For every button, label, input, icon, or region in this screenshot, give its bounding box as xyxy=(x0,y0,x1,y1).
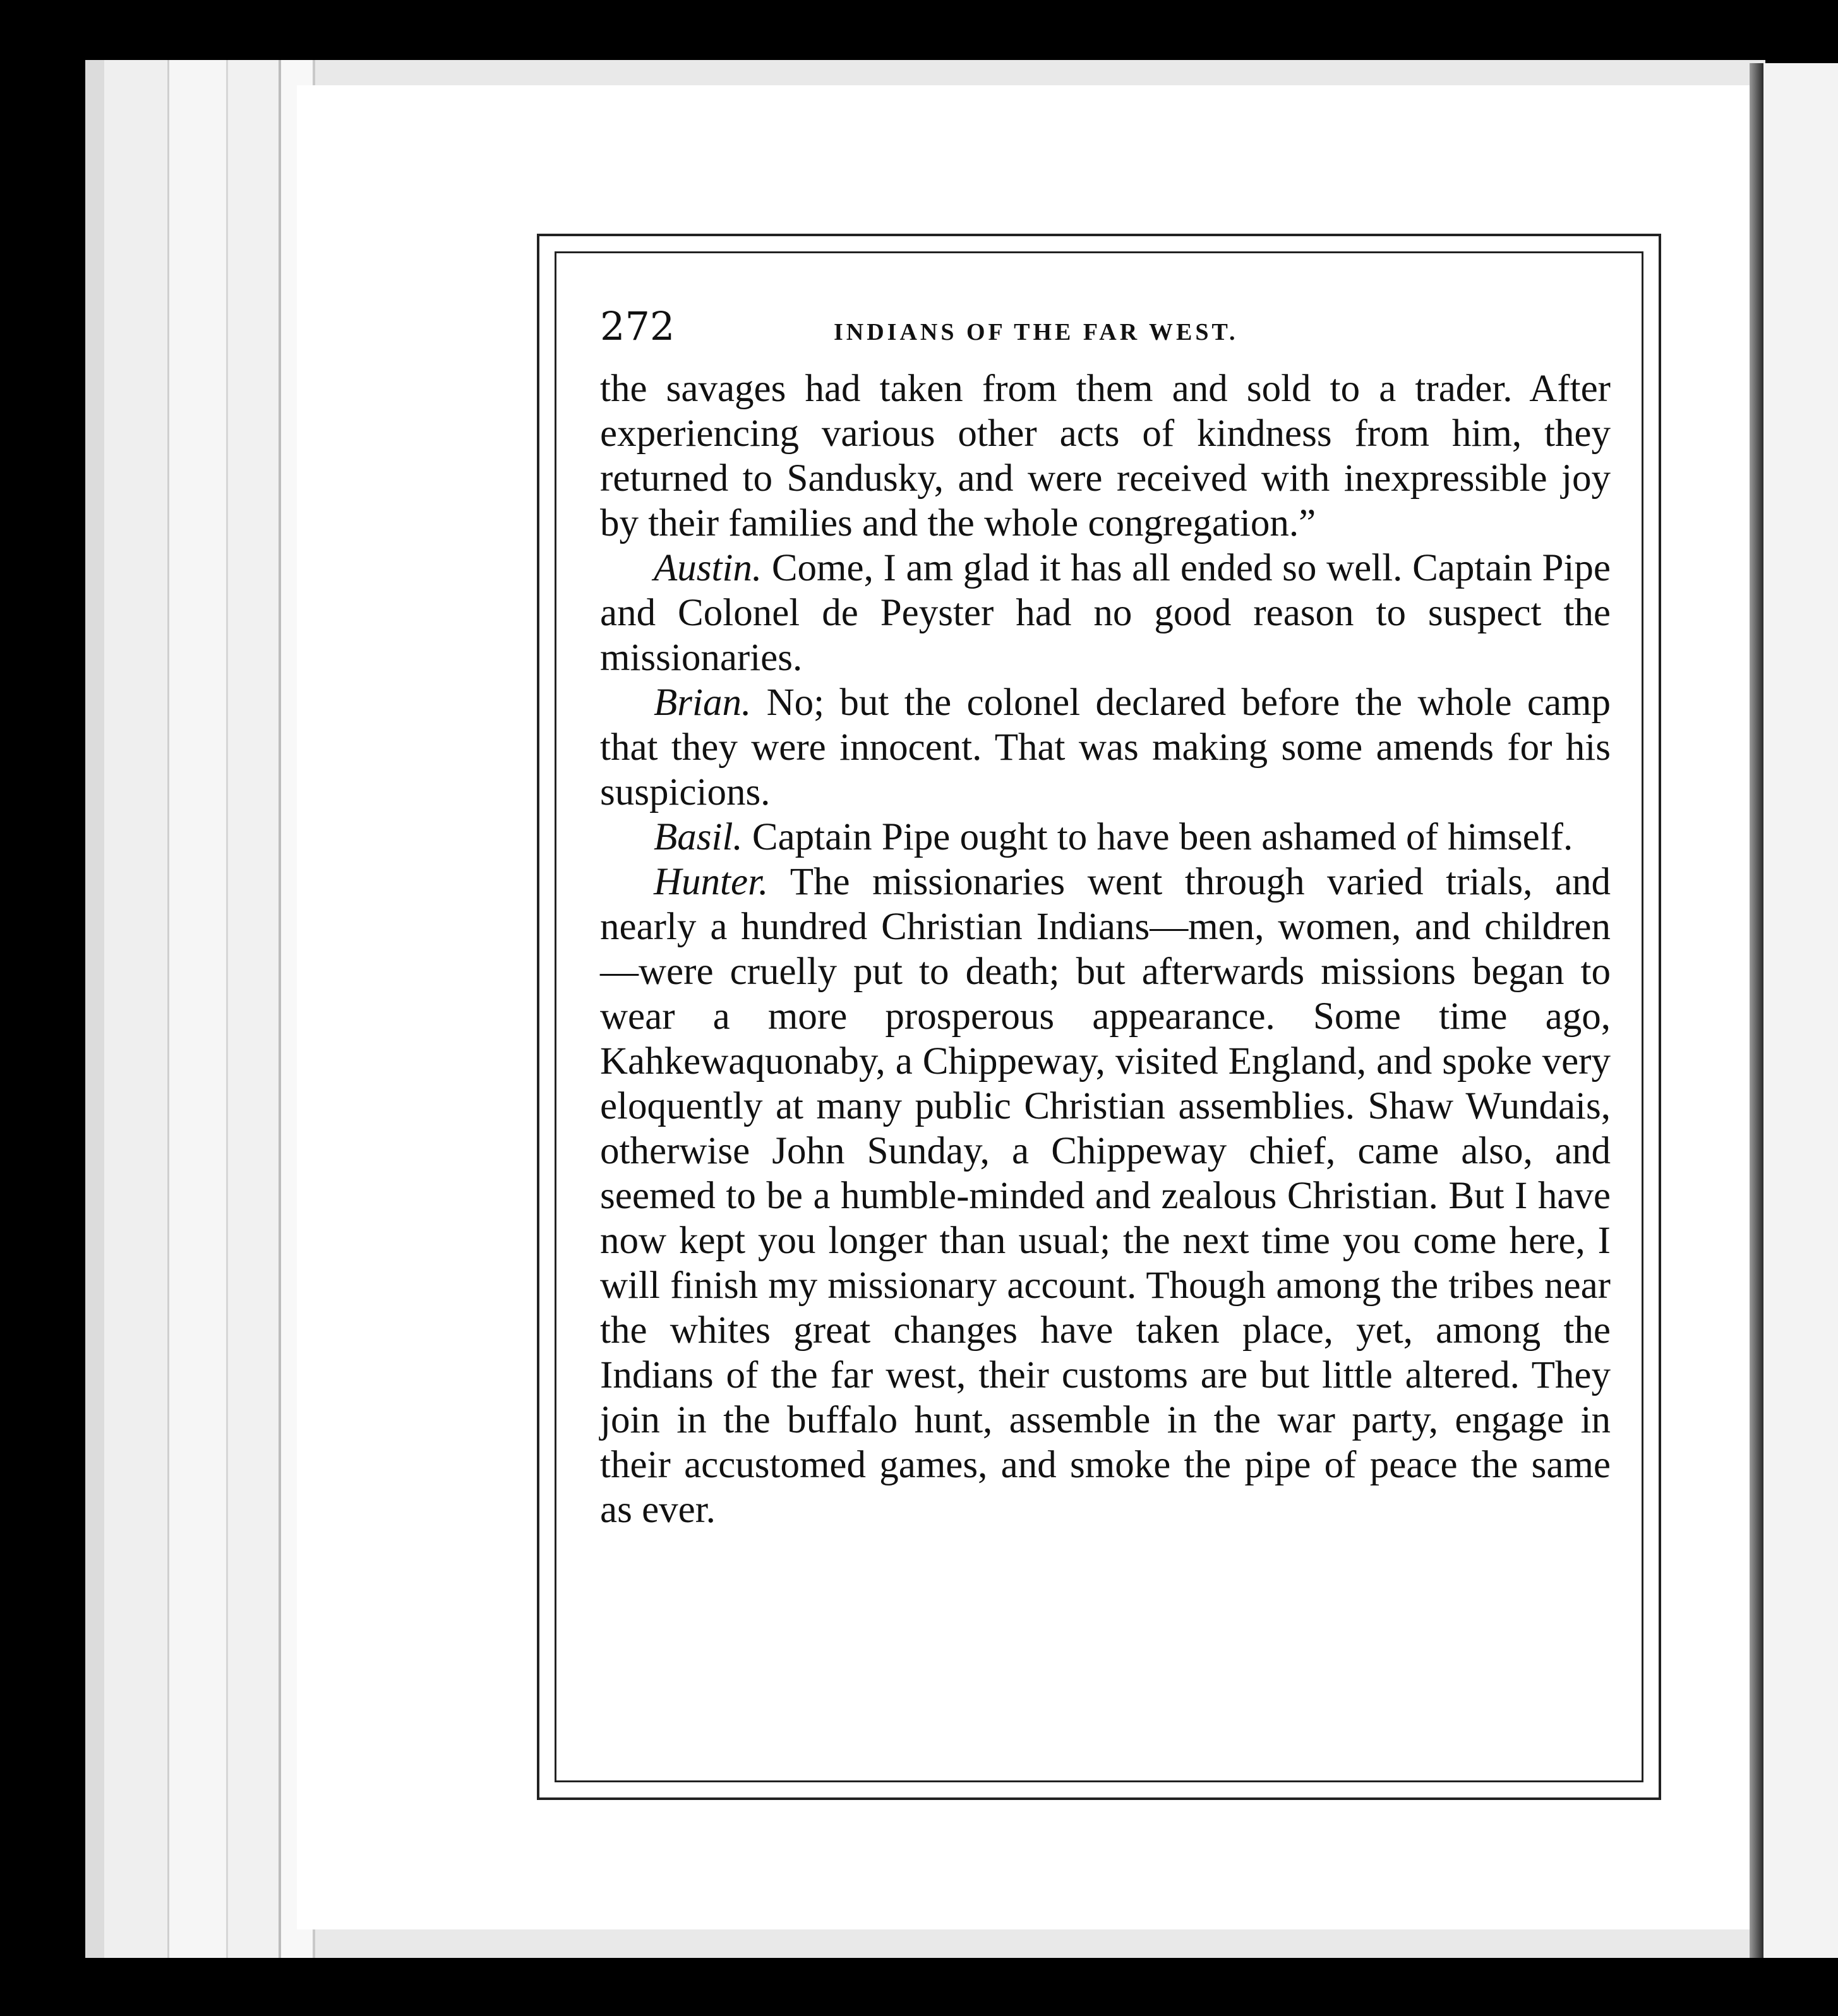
page-edge xyxy=(85,60,104,1961)
speaker-name: Basil. xyxy=(654,816,743,858)
page-edge xyxy=(169,60,228,1961)
running-head xyxy=(600,303,1611,360)
body-text xyxy=(600,366,1611,1532)
gutter-shadow xyxy=(1750,63,1763,1958)
page-edge xyxy=(104,60,169,1961)
running-title: INDIANS OF THE FAR WEST. xyxy=(834,319,1239,345)
paragraph xyxy=(600,815,1611,860)
speech-text: No; but the colonel declared before the whole camp that they were innocent. That was making some amends for his suspicions. xyxy=(600,681,1611,813)
page-edge xyxy=(228,60,281,1961)
text-block xyxy=(600,303,1611,1532)
page-number: 272 xyxy=(600,303,675,349)
paragraph xyxy=(600,860,1611,1532)
speech-text: Come, I am glad it has all ended so well. Captain Pipe and Colonel de Peyster had no good reason to suspect the missionaries. xyxy=(600,547,1611,679)
facing-page-edge xyxy=(1763,63,1838,1958)
speech-text: The missionaries went through varied trials, and nearly a hundred Christian Indians—men, women, and children—were cruelly put to death; but afterwards missions began to wear a more prosperous appearance. Some time ago, Kahkewaquonaby, a Chippeway, visited England, and spoke very eloquently at many public Christian assemblies. Shaw Wundais, otherwise John Sunday, a Chippeway chief, came also, and seemed to be a humble-minded and zealous Christian. But I have now kept you longer than usual; the next time you come here, I will finish my missionary account. Though among the tribes near the whites great changes have taken place, yet, among the Indians of the far west, their customs are but little altered. They join in the buffalo hunt, assemble in the war party, engage in their accustomed games, and smoke the pipe of peace the same as ever. xyxy=(600,861,1611,1531)
scan-background-bottom xyxy=(0,1958,1838,2016)
speaker-name: Hunter. xyxy=(654,861,769,903)
paragraph xyxy=(600,546,1611,680)
paragraph: the savages had taken from them and sold to a trader. After experiencing various other acts of kindness from him, they returned to Sandusky, and were received with inexpressible joy by their families and the whole congregation.” xyxy=(600,368,1611,544)
paragraph xyxy=(600,680,1611,815)
speaker-name: Austin. xyxy=(654,547,762,589)
speech-text: Captain Pipe ought to have been ashamed of himself. xyxy=(742,816,1573,858)
speaker-name: Brian. xyxy=(654,681,752,724)
